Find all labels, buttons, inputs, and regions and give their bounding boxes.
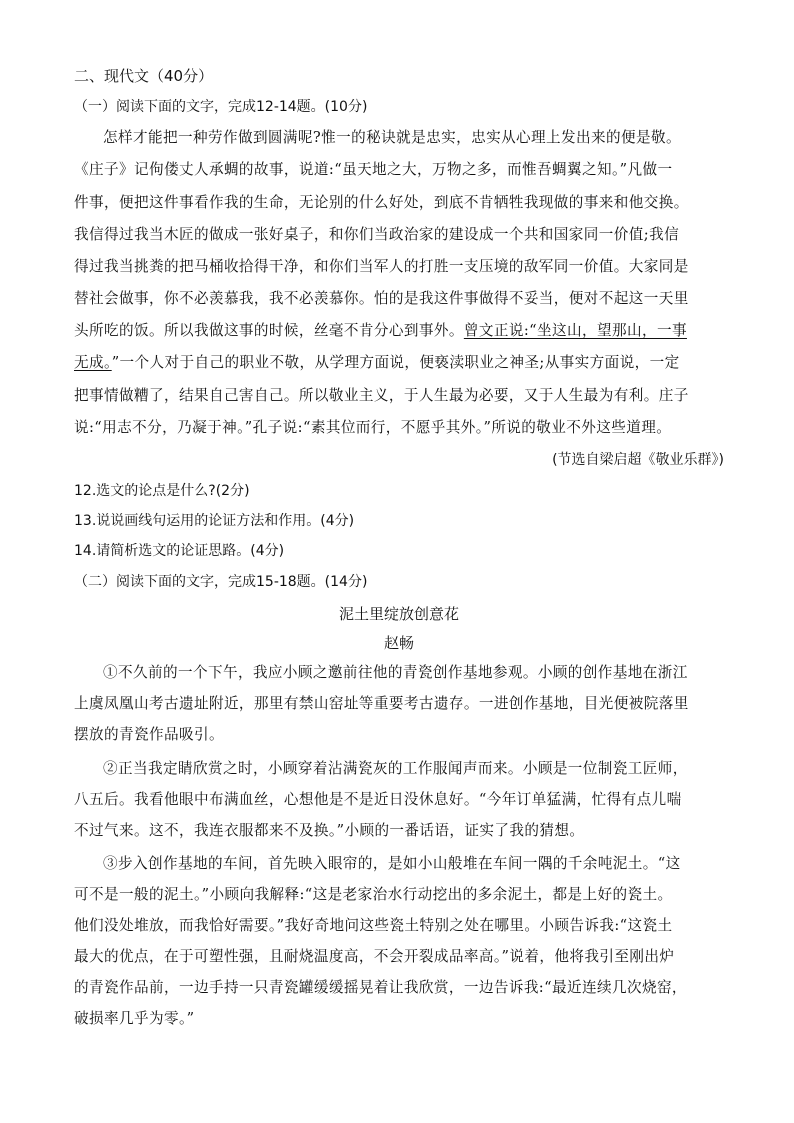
passage1-line: 替社会做事，你不必羡慕我，我不必羡慕你。怕的是我这件事做得不妥当，便对不起这一天里 — [74, 290, 689, 307]
passage1-line — [74, 321, 687, 341]
passage2-line: ③步入创作基地的车间，首先映入眼帘的，是如小山般堆在车间一隅的千余吨泥土。“这 — [103, 855, 681, 872]
passage1-line: 得过我当挑粪的把马桶收拾得干净，和你们当军人的打胜一支压境的敌军同一价值。大家同是 — [74, 258, 689, 275]
question-13: 13.说说画线句运用的论证方法和作用。(4分) — [74, 513, 355, 529]
passage2-line: 摆放的青瓷作品吸引。 — [74, 726, 224, 743]
section-heading: 二、现代文（40分） — [74, 67, 214, 85]
passage1-line: 件事，便把这件事看作我的生命，无论别的什么好处，到底不肯牺牲我现做的事来和他交换。 — [74, 194, 689, 211]
passage2-line: 最大的优点，在于可塑性强，且耐烧温度高，不会开裂成品率高。”说着，他将我引至刚出炉 — [74, 948, 675, 965]
passage1-line-text: 头所吃的饭。所以我做这事的时候，丝毫不肯分心到事外。 — [74, 322, 464, 339]
passage1-line: 《庄子》记佝偻丈人承蜩的故事，说道:“虽天地之大，万物之多，而惟吾蜩翼之知。”凡做一 — [74, 161, 673, 178]
passage1-line: 把事情做糟了，结果自己害自己。所以敬业主义，于人生最为必要，又于人生最为有利。庄子 — [74, 387, 689, 404]
part2-heading: （二）阅读下面的文字，完成15-18题。(14分) — [74, 574, 368, 590]
underlined-sentence: 曾文正说:“坐这山，望那山，一事 — [463, 322, 687, 339]
article-title: 泥土里绽放创意花 — [338, 605, 459, 623]
passage2-line: 破损率几乎为零。” — [74, 1010, 195, 1027]
question-14: 14.请简析选文的论证思路。(4分) — [74, 543, 285, 559]
passage2-line: 八五后。我看他眼中布满血丝，心想他是不是近日没休息好。“今年订单猛满，忙得有点儿喘 — [74, 791, 682, 808]
passage2-line: ①不久前的一个下午，我应小顾之邀前往他的青瓷创作基地参观。小顾的创作基地在浙江 — [103, 664, 688, 681]
article-author: 赵畅 — [383, 634, 414, 652]
question-12: 12.选文的论点是什么?(2分) — [74, 483, 250, 499]
passage2-line: 上虞凤凰山考古遗址附近，那里有禁山窑址等重要考古遗存。一进创作基地，目光便被院落里 — [74, 695, 689, 712]
passage1-line: 我信得过我当木匠的做成一张好桌子，和你们当政治家的建设成一个共和国家同一价值;我信 — [74, 226, 680, 243]
passage2-line: 可不是一般的泥土。”小顾向我解释:“这是老家治水行动挖出的多余泥土，都是上好的瓷土。 — [74, 886, 673, 903]
passage1-line-text: ”一个人对于自己的职业不敬，从学理方面说，便亵渎职业之神圣;从事实方面说，一定 — [111, 354, 680, 371]
passage1-line — [74, 353, 680, 373]
part1-heading: （一）阅读下面的文字，完成12-14题。(10分) — [74, 99, 368, 115]
passage2-line: ②正当我定睛欣赏之时，小顾穿着沾满瓷灰的工作服闻声而来。小顾是一位制瓷工匠师， — [103, 760, 688, 777]
passage2-line: 他们没处堆放，而我恰好需要。”我好奇地问这些瓷土特别之处在哪里。小顾告诉我:“这瓷土 — [74, 917, 673, 934]
underlined-sentence-end: 无成。 — [74, 354, 112, 371]
passage2-line: 的青瓷作品前，一边手持一只青瓷罐缓缓摇晃着让我欣赏，一边告诉我:“最近连续几次烧窑， — [74, 979, 687, 996]
passage2-line: 不过气来。这不，我连衣服都来不及换。”小顾的一番话语，证实了我的猜想。 — [74, 822, 585, 839]
passage1-line: 说:“用志不分，乃凝于神。”孔子说:“素其位而行，不愿乎其外。”所说的敬业不外这些道理。 — [74, 419, 672, 436]
passage1-line: 怎样才能把一种劳作做到圆满呢?惟一的秘诀就是忠实，忠实从心理上发出来的便是敬。 — [103, 129, 681, 146]
source-note: (节选自梁启超《敬业乐群》) — [552, 452, 724, 468]
